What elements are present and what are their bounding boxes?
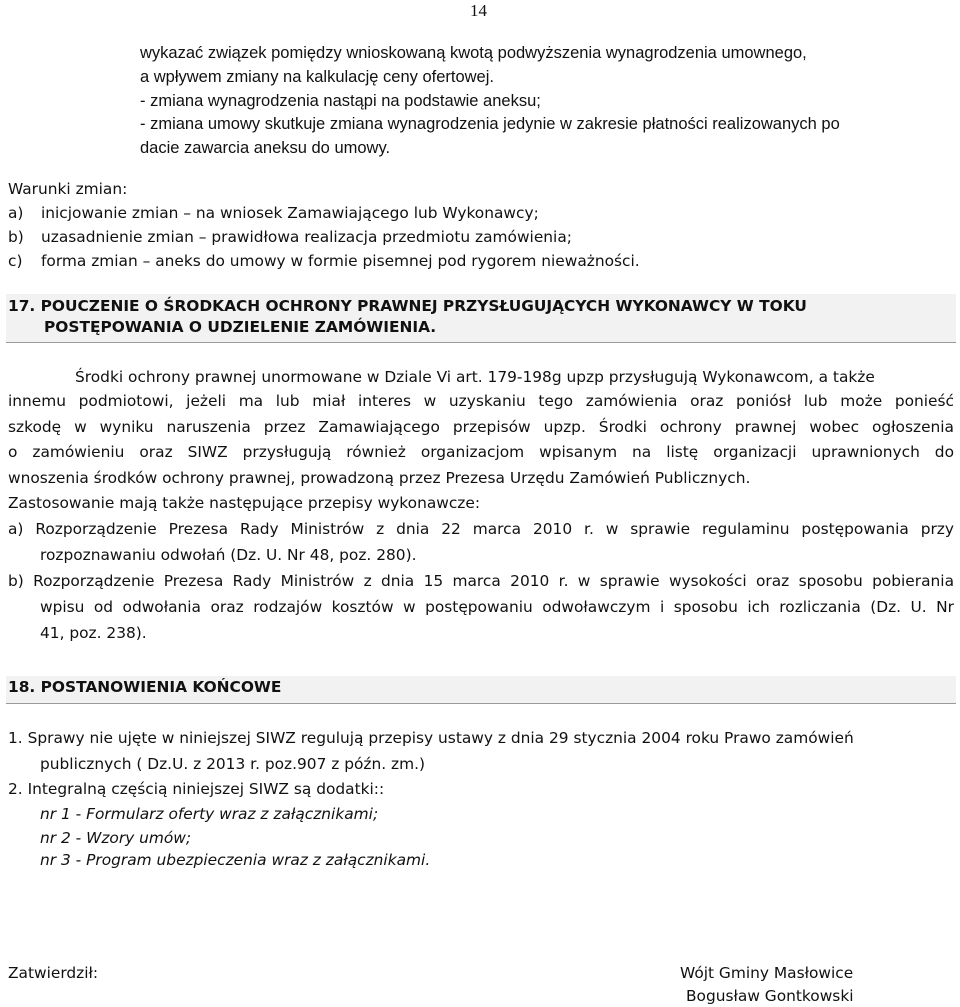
regulation-b-line-2: wpisu od odwołania oraz rodzajów kosztów w postępowaniu odwoławczym i sposobu ich rozliczania (Dz. U. Nr	[40, 598, 954, 616]
regulations-intro: Zastosowanie mają także następujące przepisy wykonawcze:	[8, 494, 481, 512]
attachment-item: nr 1 - Formularz oferty wraz z załącznikami;	[40, 805, 379, 823]
final-provision-1-line-2: publicznych ( Dz.U. z 2013 r. poz.907 z późn. zm.)	[40, 755, 426, 773]
remedies-para-line-3: szkodę w wyniku naruszenia przez Zamawiającego przepisów upzp. Środki ochrony prawnej wobec ogłoszenia	[8, 418, 954, 436]
condition-text: uzasadnienie zmian – prawidłowa realizacja przedmiotu zamówienia;	[41, 228, 572, 246]
final-provision-2: 2. Integralną częścią niniejszej SIWZ są dodatki::	[8, 780, 385, 798]
remedies-para-line-2: innemu podmiotowi, jeżeli ma lub miał interes w uzyskaniu tego zamówienia oraz poniósł lub może ponieść	[8, 392, 954, 410]
section-17-heading-line-2: POSTĘPOWANIA O UDZIELENIE ZAMÓWIENIA.	[44, 318, 437, 336]
page-number: 14	[470, 1, 487, 20]
remedies-para-line-5: wnoszenia środków ochrony prawnej, prowadzoną przez Prezesa Urzędu Zamówień Publicznych.	[8, 469, 751, 487]
condition-label: c)	[8, 252, 23, 270]
top-line-3: - zmiana wynagrodzenia nastąpi na podstawie aneksu;	[140, 92, 541, 110]
regulation-b-line-3: 41, poz. 238).	[40, 624, 147, 642]
attachment-item: nr 3 - Program ubezpieczenia wraz z załącznikami.	[40, 851, 431, 869]
condition-text: forma zmian – aneks do umowy w formie pisemnej pod rygorem nieważności.	[41, 252, 640, 270]
regulation-a-line-2: rozpoznawaniu odwołań (Dz. U. Nr 48, poz. 280).	[40, 546, 417, 564]
condition-text: inicjowanie zmian – na wniosek Zamawiającego lub Wykonawcy;	[41, 204, 539, 222]
conditions-heading: Warunki zmian:	[8, 180, 128, 198]
condition-label: b)	[8, 228, 24, 246]
section-17-heading-line-1: 17. POUCZENIE O ŚRODKACH OCHRONY PRAWNEJ PRZYSŁUGUJĄCYCH WYKONAWCY W TOKU	[8, 297, 807, 315]
top-line-5: dacie zawarcia aneksu do umowy.	[140, 139, 391, 157]
regulation-a-line-1: a) Rozporządzenie Prezesa Rady Ministrów z dnia 22 marca 2010 r. w sprawie regulaminu postępowania przy	[8, 520, 954, 538]
approved-label: Zatwierdził:	[8, 964, 99, 982]
signer-title: Wójt Gminy Masłowice	[680, 964, 854, 982]
top-line-2: a wpływem zmiany na kalkulację ceny ofertowej.	[140, 68, 494, 86]
attachment-item: nr 2 - Wzory umów;	[40, 829, 192, 847]
signer-name: Bogusław Gontkowski	[686, 987, 854, 1005]
section-18-heading: 18. POSTANOWIENIA KOŃCOWE	[8, 678, 282, 696]
regulation-b-line-1: b) Rozporządzenie Prezesa Rady Ministrów z dnia 15 marca 2010 r. w sprawie wysokości oraz sposobu pobierania	[8, 572, 954, 590]
final-provision-1-line-1: 1. Sprawy nie ujęte w niniejszej SIWZ regulują przepisy ustawy z dnia 29 stycznia 2004 roku Prawo zamówień	[8, 729, 854, 747]
condition-item	[8, 228, 572, 246]
condition-item	[8, 204, 539, 222]
condition-label: a)	[8, 204, 24, 222]
top-line-1: wykazać związek pomiędzy wnioskowaną kwotą podwyższenia wynagrodzenia umownego,	[140, 44, 807, 62]
top-line-4: - zmiana umowy skutkuje zmiana wynagrodzenia jedynie w zakresie płatności realizowanych po	[140, 115, 840, 133]
remedies-para-line-1: Środki ochrony prawnej unormowane w Dziale Vi art. 179-198g upzp przysługują Wykonawcom, a także	[75, 368, 875, 386]
condition-item	[8, 252, 640, 270]
remedies-para-line-4: o zamówieniu oraz SIWZ przysługują również organizacjom wpisanym na listę organizacji uprawnionych do	[8, 443, 954, 461]
